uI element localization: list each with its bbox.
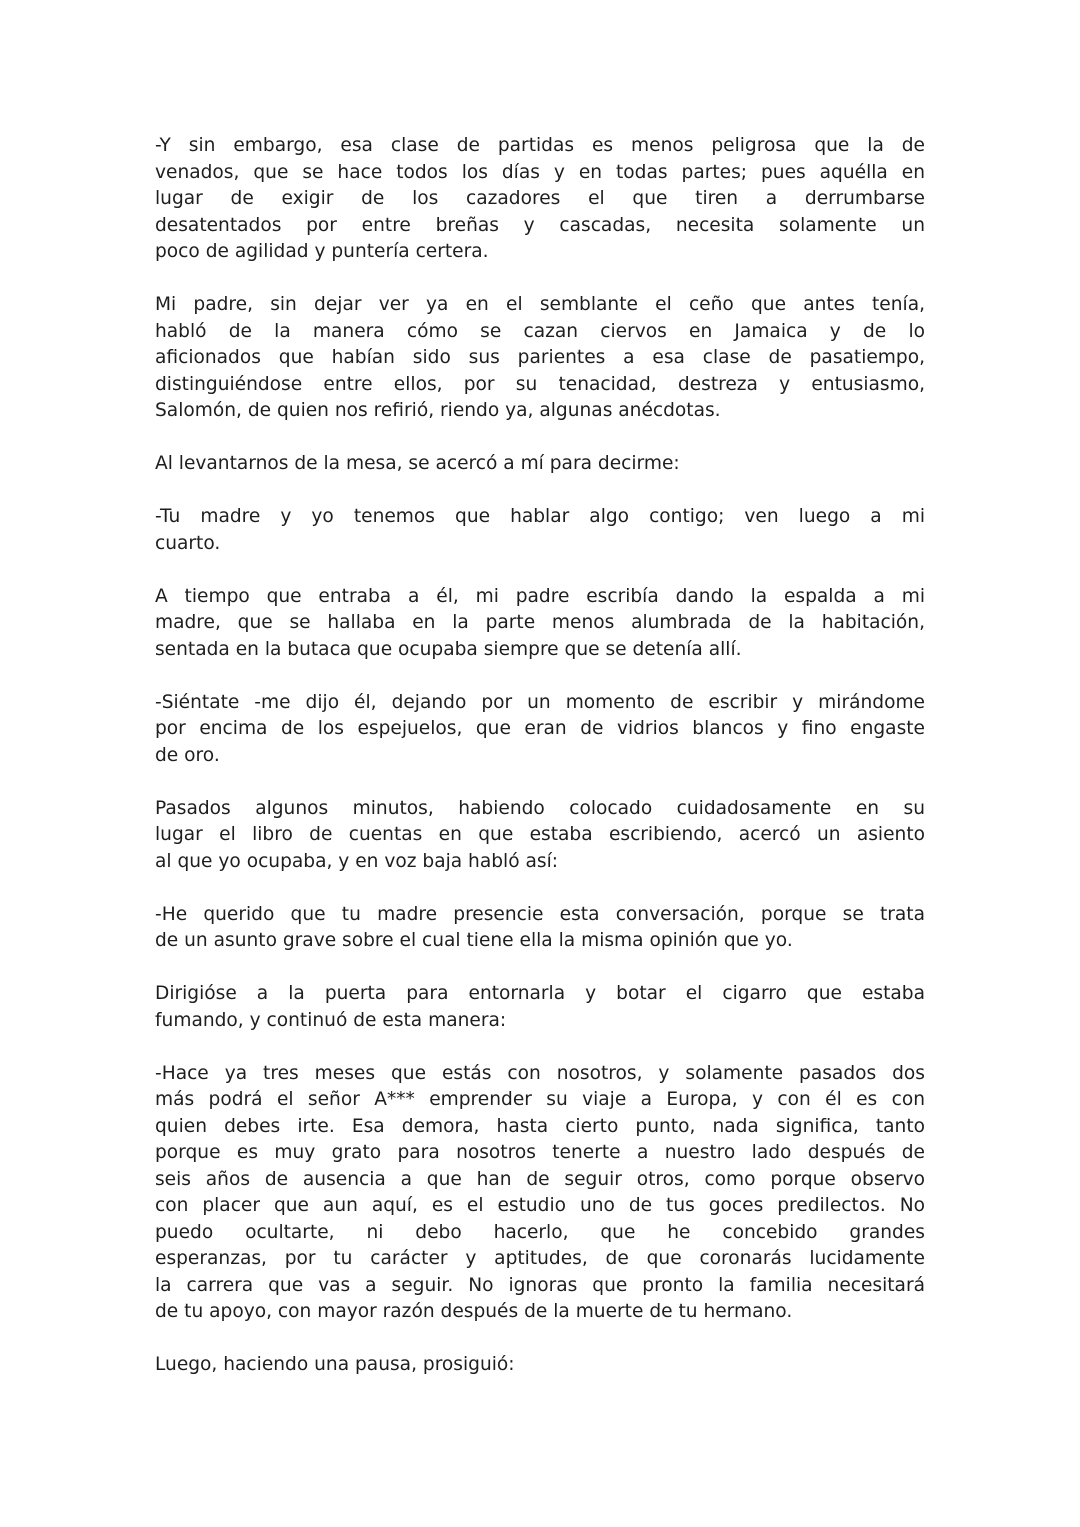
paragraph [155, 902, 925, 955]
text-line: Al levantarnos de la mesa, se acercó a mí para decirme: [155, 453, 680, 474]
paragraph [155, 292, 925, 425]
text-line: A tiempo que entraba a él, mi padre escribía dando la espalda a mi [155, 585, 925, 607]
text-line: de un asunto grave sobre el cual tiene ella la misma opinión que yo. [155, 930, 793, 951]
text-line: aficionados que habían sido sus parientes a esa clase de pasatiempo, [155, 347, 925, 368]
document-page [155, 133, 925, 1405]
text-line: más podrá el señor A*** emprender su viaje a Europa, y con él es con [155, 1089, 925, 1110]
text-line: de oro. [155, 744, 220, 766]
text-line: poco de agilidad y puntería certera. [155, 241, 489, 262]
text-line: de tu apoyo, con mayor razón después de la muerte de tu hermano. [155, 1301, 793, 1322]
text-line: Pasados algunos minutos, habiendo colocado cuidadosamente en su [155, 797, 925, 819]
text-line: lugar de exigir de los cazadores el que tiren a derrumbarse [155, 188, 925, 209]
paragraph [155, 584, 925, 664]
text-line: puedo ocultarte, ni debo hacerlo, que he concebido grandes [155, 1221, 925, 1243]
text-line: seis años de ausencia a que han de seguir otros, como porque observo [155, 1168, 925, 1190]
text-line: lugar el libro de cuentas en que estaba escribiendo, acercó un asiento [155, 824, 925, 845]
text-line: por encima de los espejuelos, que eran de vidrios blancos y fino engaste [155, 718, 925, 739]
text-line: Salomón, de quien nos refirió, riendo ya, algunas anécdotas. [155, 400, 721, 421]
paragraph [155, 451, 925, 478]
paragraph [155, 1061, 925, 1326]
text-line: sentada en la butaca que ocupaba siempre que se detenía allí. [155, 638, 742, 660]
paragraph [155, 1352, 925, 1379]
text-line: distinguiéndose entre ellos, por su tenacidad, destreza y entusiasmo, [155, 373, 925, 395]
paragraph [155, 133, 925, 266]
paragraph [155, 690, 925, 770]
text-line: la carrera que vas a seguir. No ignoras que pronto la familia necesitará [155, 1274, 925, 1296]
text-line: -Tu madre y yo tenemos que hablar algo contigo; ven luego a mi [155, 506, 925, 527]
text-line: quien debes irte. Esa demora, hasta cierto punto, nada significa, tanto [155, 1115, 925, 1137]
text-line: esperanzas, por tu carácter y aptitudes, de que coronarás lucidamente [155, 1248, 925, 1269]
text-line: Dirigióse a la puerta para entornarla y botar el cigarro que estaba [155, 983, 925, 1004]
text-line: al que yo ocupaba, y en voz baja habló así: [155, 850, 559, 872]
text-line: fumando, y continuó de esta manera: [155, 1009, 507, 1031]
text-line: Mi padre, sin dejar ver ya en el semblante el ceño que antes tenía, [155, 294, 925, 315]
text-line: porque es muy grato para nosotros tenerte a nuestro lado después de [155, 1142, 925, 1163]
text-line: madre, que se hallaba en la parte menos alumbrada de la habitación, [155, 612, 925, 633]
text-line: Luego, haciendo una pausa, prosiguió: [155, 1354, 515, 1375]
text-line: -Y sin embargo, esa clase de partidas es menos peligrosa que la de [155, 135, 925, 156]
text-line: habló de la manera cómo se cazan ciervos en Jamaica y de lo [155, 320, 925, 342]
text-line: cuarto. [155, 532, 221, 554]
paragraph [155, 796, 925, 876]
text-line: -Siéntate -me dijo él, dejando por un momento de escribir y mirándome [155, 691, 925, 713]
text-line: -He querido que tu madre presencie esta conversación, porque se trata [155, 903, 925, 925]
paragraph [155, 981, 925, 1034]
text-line: venados, que se hace todos los días y en todas partes; pues aquélla en [155, 161, 925, 183]
text-line: con placer que aun aquí, es el estudio uno de tus goces predilectos. No [155, 1195, 925, 1216]
paragraph [155, 504, 925, 557]
text-line: -Hace ya tres meses que estás con nosotros, y solamente pasados dos [155, 1062, 925, 1084]
text-line: desatentados por entre breñas y cascadas, necesita solamente un [155, 214, 925, 236]
